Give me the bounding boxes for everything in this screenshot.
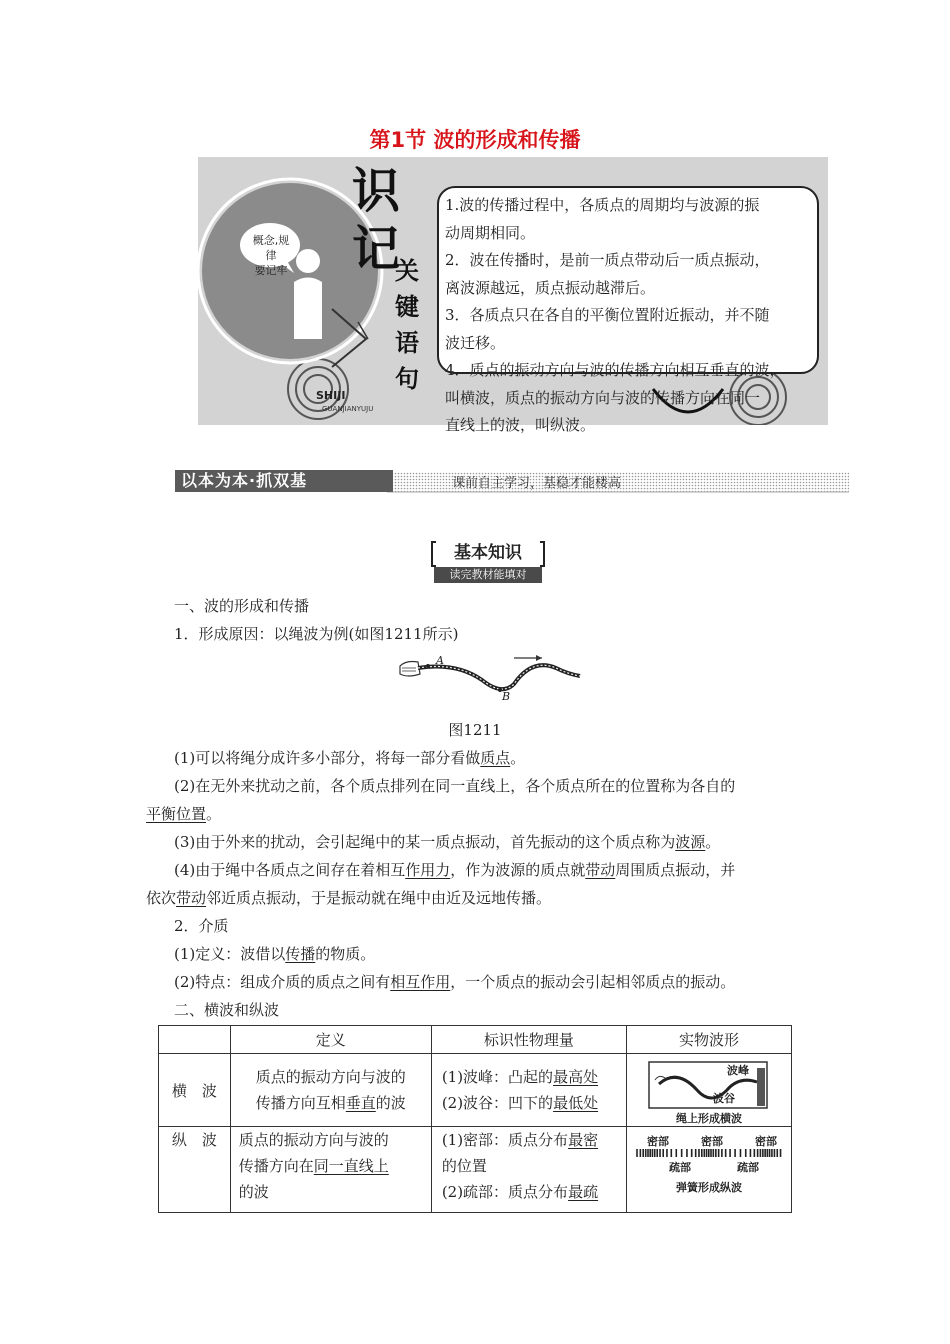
key-point-line: 波迁移。 xyxy=(445,333,506,352)
side-char-4: 句 xyxy=(395,365,419,393)
table-row xyxy=(159,1054,792,1127)
text: (1)波峰：凸起的 xyxy=(441,1068,554,1086)
transverse-wave-image xyxy=(627,1054,791,1126)
key-point-line: 3．各质点只在各自的平衡位置附近振动，并不随 xyxy=(445,306,770,324)
key-point-line: 4．质点的振动方向与波的传播方向相互垂直的波， xyxy=(445,361,785,379)
dense-label: 密部 xyxy=(700,1135,723,1148)
dense-label: 密部 xyxy=(646,1135,669,1148)
text: (1)密部：质点分布 xyxy=(441,1131,569,1149)
definition-cell xyxy=(230,1054,431,1127)
text: 。 xyxy=(510,749,526,767)
answer-blank: 质点 xyxy=(480,749,511,767)
definition-cell xyxy=(230,1127,431,1213)
knowledge-subtitle: 读完教材能填对 xyxy=(434,567,542,583)
para-2b xyxy=(146,804,221,824)
key-point-line: 直线上的波，叫纵波。 xyxy=(445,416,596,434)
big-char-2: 记 xyxy=(352,221,401,277)
sparse-label: 疏部 xyxy=(736,1161,759,1174)
waveform-caption: 弹簧形成纵波 xyxy=(675,1181,742,1194)
item-2: 2．介质 xyxy=(174,917,229,935)
answer-blank: 最高处 xyxy=(553,1068,599,1086)
answer-blank: 相互作用 xyxy=(390,973,451,991)
text xyxy=(442,1127,626,1153)
dense-label: 密部 xyxy=(754,1135,777,1148)
text: (1)可以将绳分成许多小部分，将每一部分看做 xyxy=(174,749,481,767)
sparse-labels xyxy=(669,1159,759,1175)
side-char-3: 语 xyxy=(395,329,419,357)
side-chars xyxy=(392,253,422,397)
heading-2: 二、横波和纵波 xyxy=(174,1001,280,1019)
section-subtitle: 课前自主学习，基稳才能楼高 xyxy=(452,476,622,491)
knowledge-title: 基本知识 xyxy=(454,543,522,563)
key-point-line: 离波源越远，质点振动越滞后。 xyxy=(445,278,656,297)
bubble-line-1: 概念,规律 xyxy=(252,234,290,262)
text: (2)疏部：质点分布 xyxy=(441,1183,569,1201)
bubble-line-2: 要记牢 xyxy=(254,264,288,277)
text: 质点的振动方向与波的 xyxy=(238,1131,389,1149)
section-header: 以本为本·抓双基 xyxy=(175,470,393,492)
waveform-caption: 绳上形成横波 xyxy=(675,1112,742,1125)
side-char-2: 键 xyxy=(395,293,419,321)
para-3 xyxy=(174,832,720,852)
brand-text: SHIJI xyxy=(316,389,346,402)
text: (3)由于外来的扰动，会引起绳中的某一质点振动，首先振动的这个质点称为 xyxy=(174,833,676,851)
item-1: 1．形成原因：以绳波为例(如图1211所示) xyxy=(174,625,459,643)
answer-blank: 最疏 xyxy=(568,1183,599,1201)
answer-blank: 带动 xyxy=(585,861,616,879)
text: 质点的振动方向与波的 xyxy=(255,1068,406,1086)
key-point-line: 2．波在传播时，是前一质点带动后一质点振动， xyxy=(445,251,770,269)
text: ，作为波源的质点就 xyxy=(450,861,586,879)
text: 。 xyxy=(705,833,721,851)
table-header: 定义 xyxy=(230,1026,431,1054)
answer-blank: 最低处 xyxy=(553,1094,599,1112)
fig-label-a: A xyxy=(436,654,444,667)
text: 。 xyxy=(206,805,222,823)
quantity-cell xyxy=(431,1054,626,1127)
figure-caption: 图1211 xyxy=(448,721,502,739)
answer-blank: 平衡位置 xyxy=(146,805,207,823)
text: 的波 xyxy=(238,1183,269,1201)
para-2a: (2)在无外来扰动之前，各个质点排列在同一直线上，各个质点所在的位置称为各自的 xyxy=(174,777,736,795)
text xyxy=(239,1153,431,1179)
table-header-row xyxy=(159,1026,792,1054)
side-char-1: 关 xyxy=(395,257,419,285)
key-point-line: 动周期相同。 xyxy=(445,223,536,242)
text xyxy=(231,1090,431,1116)
waveform-cell xyxy=(626,1127,791,1213)
text: 的物质。 xyxy=(315,945,376,963)
quantity-cell xyxy=(431,1127,626,1213)
text: 传播方向在 xyxy=(238,1157,314,1175)
text: ，一个质点的振动会引起相邻质点的振动。 xyxy=(450,973,736,991)
text xyxy=(442,1090,626,1116)
knowledge-heading xyxy=(430,540,546,584)
page-title: 第1节 波的形成和传播 xyxy=(369,128,581,152)
waveform-cell xyxy=(626,1054,791,1127)
text: 依次 xyxy=(146,889,177,907)
text: (2)波谷：凹下的 xyxy=(441,1094,554,1112)
fig-label-b: B xyxy=(502,690,511,703)
text: 邻近质点振动，于是振动就在绳中由近及远地传播。 xyxy=(206,889,552,907)
text: (4)由于绳中各质点之间存在着相互 xyxy=(174,861,406,879)
brand-sub: GUANJIANYUJU xyxy=(322,405,374,413)
text: 的波 xyxy=(375,1094,406,1112)
text xyxy=(442,1064,626,1090)
para-4b xyxy=(146,888,551,908)
answer-blank: 垂直 xyxy=(345,1094,376,1112)
answer-blank: 带动 xyxy=(176,889,207,907)
big-char-1: 识 xyxy=(352,163,401,219)
table-row xyxy=(159,1127,792,1213)
key-points xyxy=(445,192,815,440)
bubble-text xyxy=(250,233,292,278)
answer-blank: 同一直线上 xyxy=(313,1157,389,1175)
table-header: 标识性物理量 xyxy=(431,1026,626,1054)
text: (2)特点：组成介质的质点之间有 xyxy=(174,973,391,991)
sparse-label: 疏部 xyxy=(668,1161,691,1174)
row-name: 纵 波 xyxy=(159,1127,231,1213)
text xyxy=(442,1179,626,1205)
answer-blank: 波源 xyxy=(675,833,706,851)
key-point-line: 1.波的传播过程中，各质点的周期均与波源的振 xyxy=(445,196,760,214)
answer-blank: 最密 xyxy=(568,1131,599,1149)
row-name: 横 波 xyxy=(159,1054,231,1127)
text: 的位置 xyxy=(441,1157,487,1175)
para-5 xyxy=(174,944,375,964)
heading-1: 一、波的形成和传播 xyxy=(174,597,310,615)
text: (1)定义：波借以 xyxy=(174,945,286,963)
longitudinal-wave-image xyxy=(627,1127,791,1199)
para-1 xyxy=(174,748,525,768)
para-6 xyxy=(174,972,735,992)
crest-label: 波峰 xyxy=(726,1064,749,1077)
text: 周围质点振动，并 xyxy=(615,861,736,879)
table-cell xyxy=(159,1026,231,1054)
table-header: 实物波形 xyxy=(626,1026,791,1054)
trough-label: 波谷 xyxy=(712,1092,735,1105)
para-4a xyxy=(174,860,735,880)
wave-type-table xyxy=(158,1025,792,1213)
answer-blank: 传播 xyxy=(285,945,316,963)
text: 传播方向互相 xyxy=(255,1094,346,1112)
rope-wave-figure xyxy=(396,652,586,704)
key-point-line: 叫横波，质点的振动方向与波的传播方向在同一 xyxy=(445,388,761,407)
answer-blank: 作用力 xyxy=(405,861,451,879)
